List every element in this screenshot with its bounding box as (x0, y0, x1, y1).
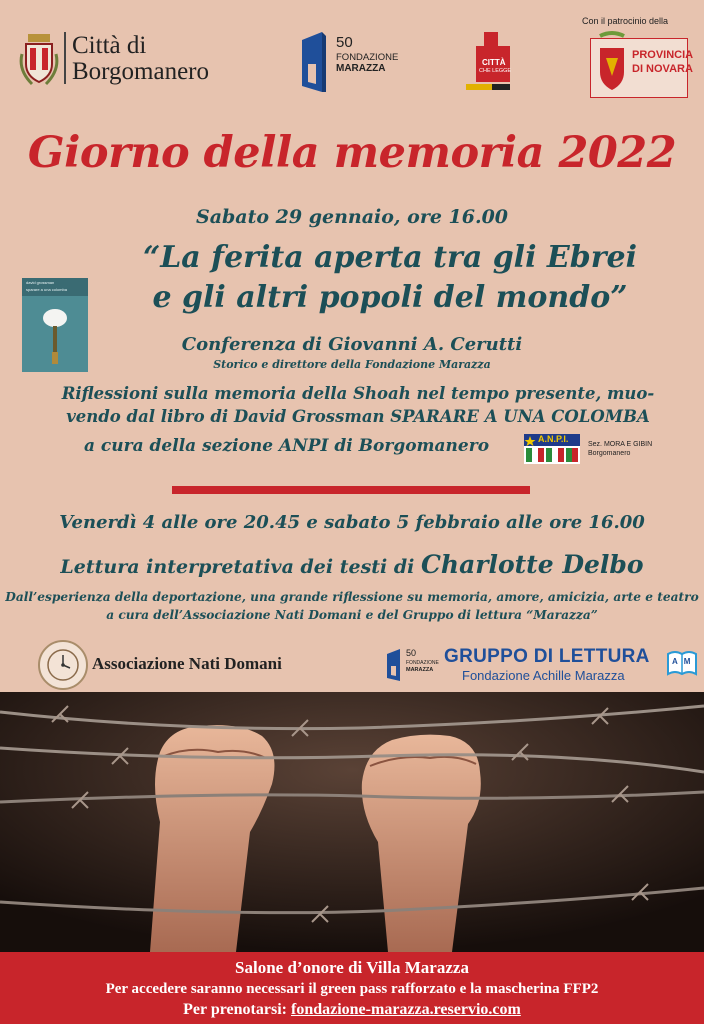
section-divider (172, 486, 530, 494)
provincia-novara-logo (582, 16, 692, 100)
storico-text: Storico e direttore della Fondazione Marazza (213, 358, 491, 371)
booking-line (0, 1001, 704, 1019)
citta-legge-line1: CITTÀ (482, 58, 506, 67)
logo-divider (64, 32, 66, 84)
anpi-badge (524, 434, 580, 464)
anpi-label: A.N.P.I. (538, 434, 569, 444)
provincia-crest-icon (596, 30, 628, 92)
event1-date: Sabato 29 gennaio, ore 16.00 (195, 206, 509, 228)
venue-text: Salone d’onore di Villa Marazza (235, 958, 469, 977)
gruppo-fondazione-logo (386, 648, 440, 682)
event1-quote (60, 238, 704, 318)
fondazione-years: 50 (336, 34, 353, 51)
gruppo-maraz: MARAZZA (406, 667, 434, 673)
desc-line1: Dall’esperienza della deportazione, una grande riflessione su memoria, amore, amicizia, arte e teatro (5, 590, 699, 604)
book-title: sparare a una colomba (26, 287, 67, 292)
patrocinio-text: Con il patrocinio della (582, 16, 669, 26)
conferenza-text: Conferenza di Giovanni A. Cerutti (181, 334, 523, 355)
lettura-text (0, 550, 704, 579)
page-title: Giorno della memoria 2022 (27, 128, 677, 178)
provincia-text (632, 48, 693, 76)
riflessioni-line1: Riflessioni sulla memoria della Shoah nel tempo presente, muo- (61, 384, 655, 403)
requirements-text: Per accedere saranno necessari il green pass rafforzato e la mascherina FFP2 (105, 981, 599, 997)
citta-line1: Città di (72, 32, 147, 59)
gruppo-years: 50 (406, 648, 417, 658)
anpi-sez-line1: Sez. MORA E GIBIN (588, 441, 653, 448)
booking-prefix: Per prenotarsi: (183, 1001, 287, 1018)
citta-legge-line2: CHE LEGGE (479, 68, 512, 74)
fondazione-line1: FONDAZIONE (336, 52, 399, 63)
book-author: david grossman (26, 280, 55, 285)
citta-di-borgomanero-logo (18, 28, 248, 94)
anpi-section (588, 440, 652, 458)
gruppo-book-icon (386, 648, 406, 682)
booking-link[interactable]: fondazione-marazza.reservio.com (290, 1001, 521, 1018)
fondazione-marazza-logo (300, 30, 410, 94)
provincia-line2: DI NOVARA (632, 63, 693, 75)
gruppo-fond: FONDAZIONE (406, 660, 439, 666)
citta-che-legge-logo (462, 30, 526, 94)
lettura-author: Charlotte Delbo (421, 550, 644, 579)
cura-anpi-text: a cura della sezione ANPI di Borgomanero (84, 436, 490, 456)
barbed-wire-fists-icon (0, 692, 704, 952)
nati-domani-logo (38, 640, 88, 690)
desc-line2: a cura dell’Associazione Nati Domani e del Gruppo di lettura “Marazza” (106, 608, 598, 622)
barbed-wire-fists-image (0, 692, 704, 952)
nati-domani-text: Associazione Nati Domani (92, 654, 282, 673)
event2-date: Venerdì 4 alle ore 20.45 e sabato 5 febbraio alle ore 16.00 (59, 512, 645, 533)
lettura-prefix: Lettura interpretativa dei testi di (60, 556, 415, 578)
quote-line1: “La ferita aperta tra gli Ebrei (142, 240, 638, 275)
anpi-sez-line2: Borgomanero (588, 450, 631, 457)
riflessioni-line2: vendo dal libro di David Grossman SPARARE A UNA COLOMBA (66, 407, 650, 426)
event2-description (4, 588, 700, 624)
am-letters: A M (672, 657, 691, 666)
gruppo-lettura-subtitle: Fondazione Achille Marazza (462, 668, 625, 683)
provincia-line1: PROVINCIA (632, 49, 694, 61)
am-book-icon (666, 648, 698, 678)
quote-line2: e gli altri popoli del mondo” (152, 280, 628, 315)
borgomanero-crest-icon (18, 30, 60, 88)
clock-seal-icon (40, 642, 86, 688)
fondazione-line2: MARAZZA (336, 63, 386, 74)
riflessioni-text (26, 382, 690, 428)
gruppo-lettura-title: GRUPPO DI LETTURA (444, 646, 650, 667)
citta-line2: Borgomanero (72, 58, 210, 85)
